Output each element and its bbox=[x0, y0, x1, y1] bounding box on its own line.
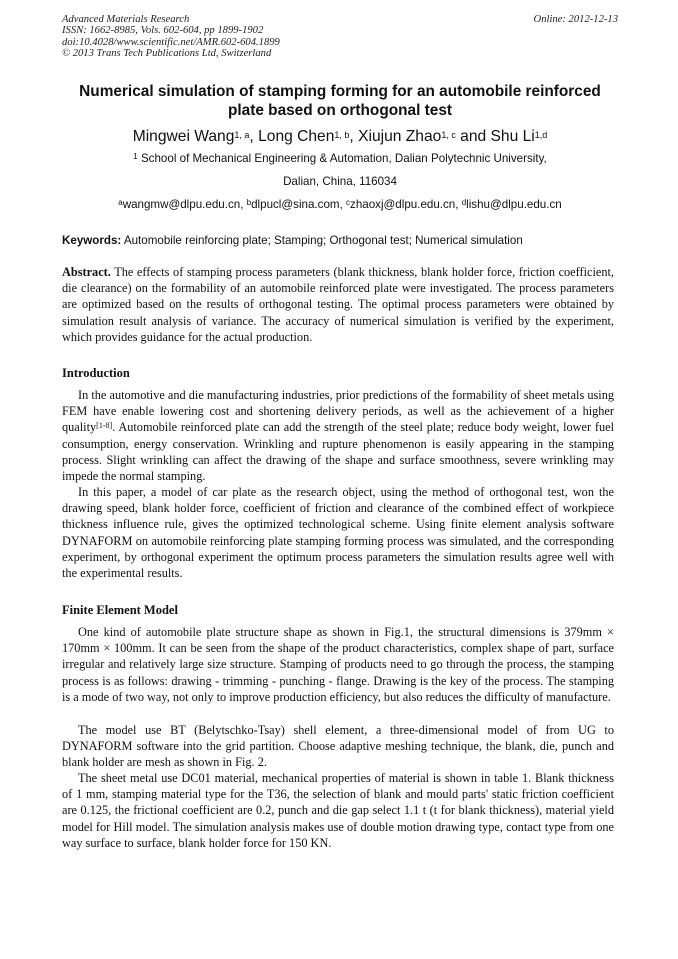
email-address[interactable]: zhaoxj@dlpu.edu.cn bbox=[350, 198, 456, 211]
author-affil-sup: 1,d bbox=[534, 130, 548, 140]
issn-line: ISSN: 1662-8985, Vols. 602-604, pp 1899-1902 bbox=[62, 25, 264, 37]
email-sup: c bbox=[346, 198, 351, 207]
section-heading-introduction: Introduction bbox=[62, 366, 130, 380]
keywords-line bbox=[62, 234, 618, 248]
intro-paragraph-1 bbox=[62, 387, 614, 484]
author-affil-sup: 1, b bbox=[334, 130, 350, 140]
online-date: Online: 2012-12-13 bbox=[533, 14, 618, 25]
abstract-label: Abstract. bbox=[62, 265, 111, 279]
email-sep: , bbox=[240, 198, 247, 211]
email-sup: b bbox=[246, 198, 252, 207]
affiliation-text: School of Mechanical Engineering & Automation, Dalian Polytechnic University, bbox=[140, 152, 547, 165]
copyright-line: © 2013 Trans Tech Publications Ltd, Switzerland bbox=[62, 47, 272, 59]
author-name: Shu Li bbox=[490, 128, 535, 145]
citation-ref[interactable]: [1-8] bbox=[96, 421, 113, 431]
intro-p1-text-cont: . Automobile reinforced plate can add the strength of the steel plate; reduce body weight, lower fuel consumption, energy conservation. Wrinkling and rupture phenomenon is easily appearing in the stamping process. Slight wrinkling can affect the drawing of the shape and surface smoothness, severe wrinkling may impede the normal stamping. bbox=[62, 420, 614, 484]
author-sep: , bbox=[349, 128, 359, 145]
doi-line: doi:10.4028/www.scientific.net/AMR.602-604.1899 bbox=[62, 36, 280, 48]
author-name: Long Chen bbox=[258, 128, 335, 145]
keywords-label: Keywords: bbox=[62, 234, 122, 247]
author-list bbox=[62, 127, 618, 147]
author-affil-sup: 1, a bbox=[234, 130, 250, 140]
paper-title: Numerical simulation of stamping forming for an automobile reinforced plate based on orthogonal test bbox=[79, 83, 601, 119]
email-sep: , bbox=[455, 198, 462, 211]
fem-paragraph-1: One kind of automobile plate structure shape as shown in Fig.1, the structural dimensions is 379mm × 170mm × 100mm. It can be seen from the shape of the product characteristics, complex shape of part, surface irregular and relatively large size structure. Stamping of products need to go through the process, the stamping process is as follows: drawing - trimming - punching - flange. Drawing is the key of the process. The stamping is a mode of two way, not only to improve production efficiency, but also reduces the difficulty of manufacture. bbox=[62, 625, 614, 704]
author-sep: and bbox=[455, 128, 491, 145]
fem-paragraph-2: The model use BT (Belytschko-Tsay) shell element, a three-dimensional model of from UG to DYNAFORM software into the grid partition. Choose adaptive meshing technique, the blank, die, punch and blank holder are mesh as shown in Fig. 2. bbox=[62, 723, 614, 770]
affiliation-line-2: Dalian, China, 116034 bbox=[283, 175, 397, 188]
abstract-paragraph bbox=[62, 264, 614, 345]
affiliation-sup: 1 bbox=[133, 152, 138, 161]
email-address[interactable]: wangmw@dlpu.edu.cn bbox=[122, 198, 241, 211]
author-sep: , bbox=[249, 128, 259, 145]
keywords-text: Automobile reinforcing plate; Stamping; Orthogonal test; Numerical simulation bbox=[123, 234, 523, 247]
abstract-text: The effects of stamping process parameters (blank thickness, blank holder force, friction coefficient, die clearance) on the formability of an automobile reinforced plate were investigated. The process parameters are optimized based on the results of orthogonal testing. The optimal process parameters were obtained by simulation result analysis of variance. The accuracy of numerical simulation is verified by the experiment, which provides guidance for the actual production. bbox=[62, 265, 614, 344]
email-address[interactable]: lishu@dlpu.edu.cn bbox=[466, 198, 562, 211]
author-name: Mingwei Wang bbox=[132, 128, 235, 145]
email-sup: d bbox=[461, 198, 467, 207]
email-list bbox=[62, 198, 618, 212]
email-sup: a bbox=[118, 198, 123, 207]
author-name: Xiujun Zhao bbox=[358, 128, 442, 145]
running-header bbox=[62, 14, 618, 59]
journal-name: Advanced Materials Research bbox=[62, 14, 190, 25]
section-heading-fem: Finite Element Model bbox=[62, 603, 178, 617]
intro-paragraph-2: In this paper, a model of car plate as the research object, using the method of orthogonal test, won the drawing speed, blank holder force, coefficient of friction and clearance of the combined effect of workpiece thickness influence rule, gives the optimized technological scheme. Using finite element analysis software DYNAFORM on automobile reinforcing plate stamping forming process was simulated, and the corresponding experiment, by orthogonal experiment the optimum process parameters the simulation results agree well with the experimental results. bbox=[62, 485, 614, 581]
affiliation-line-1 bbox=[62, 152, 618, 166]
intro-p1-text: In the automotive and die manufacturing industries, prior predictions of the formability of sheet metals using FEM have enable lowering cost and shortening delivery periods, as well as the achievement of a higher quality bbox=[62, 388, 614, 435]
author-affil-sup: 1, c bbox=[441, 130, 456, 140]
fem-paragraph-3: The sheet metal use DC01 material, mechanical properties of material is shown in table 1. Blank thickness of 1 mm, stamping material type for the T36, the selection of blank and mould parts' static friction coefficient are 0.125, the frictional coefficient are 0.2, punch and die gap select 1.1 t (t for blank thickness), material yield model for Hill model. The simulation analysis makes use of double motion drawing type, contact type from one way surface to surface, blank holder force for 150 KN. bbox=[62, 771, 614, 850]
email-sep: , bbox=[339, 198, 347, 211]
email-address[interactable]: dlpucl@sina.com bbox=[251, 198, 340, 211]
